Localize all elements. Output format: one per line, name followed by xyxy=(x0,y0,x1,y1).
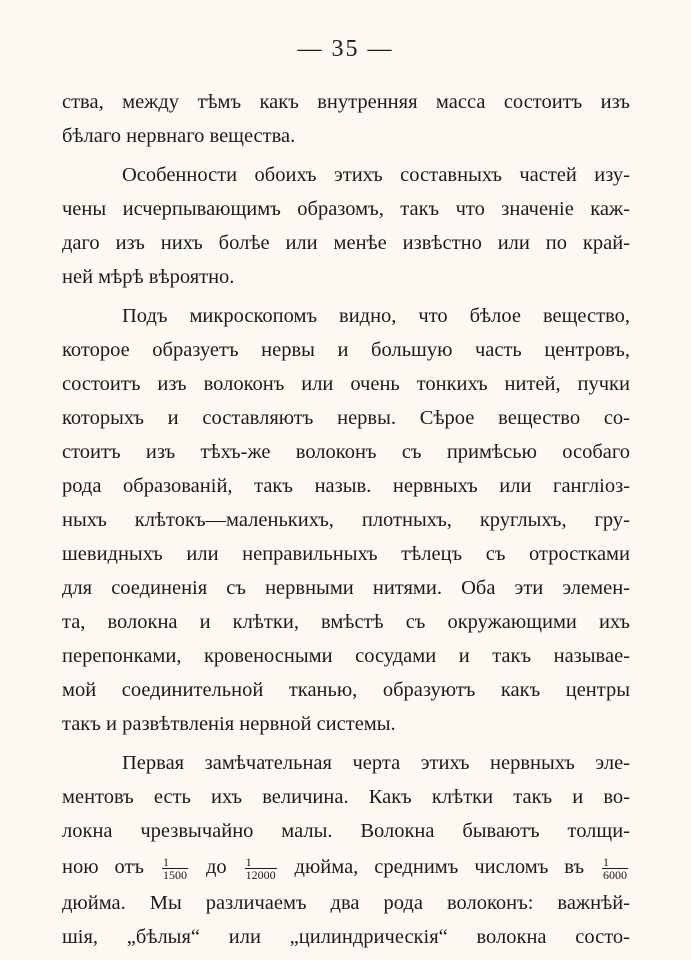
text-line: локна чрезвычайно малы. Волокна бываютъ толщи- xyxy=(62,820,630,842)
fraction xyxy=(162,856,188,881)
text-line: ныхъ клѣтокъ—маленькихъ, плотныхъ, круглыхъ, гру- xyxy=(62,509,630,531)
text-line: рода образованій, такъ назыв. нервныхъ или ганглioз- xyxy=(62,475,630,497)
text-line: ства, между тѣмъ какъ внутренняя масса состоитъ изъ xyxy=(62,91,630,113)
text-line: ней мѣрѣ вѣроятно. xyxy=(62,266,235,288)
text-line: мой соединительной тканью, образуютъ какъ центры xyxy=(62,679,630,701)
fraction-denominator: 12000 xyxy=(245,867,276,882)
fraction-denominator: 6000 xyxy=(603,867,628,882)
text-line: даго изъ нихъ болѣе или менѣе извѣстно или по край- xyxy=(62,232,630,254)
text-fragment: дюйма, среднимъ числомъ въ xyxy=(294,856,585,878)
text-line: ментовъ есть ихъ величина. Какъ клѣтки такъ и во- xyxy=(62,786,630,808)
text-fragment: до xyxy=(205,856,227,878)
text-line: чены исчерпывающимъ образомъ, такъ что значеніе каж- xyxy=(62,198,630,220)
text-line: та, волокна и клѣтки, вмѣстѣ съ окружающими ихъ xyxy=(62,611,630,633)
page-number: — 35 — xyxy=(297,36,394,62)
text-line: шія, „бѣлыя“ или „цилиндрическія“ волокна состо- xyxy=(62,926,630,948)
text-line: Подъ микроскопомъ видно, что бѣлое вещество, xyxy=(122,305,630,327)
text-line: бѣлаго нервнаго вещества. xyxy=(62,125,296,147)
fraction-text-line xyxy=(62,850,630,884)
fraction-denominator: 1500 xyxy=(162,867,187,882)
text-fragment: ною отъ xyxy=(62,856,145,878)
text-line: которое образуетъ нервы и большую часть центровъ, xyxy=(62,339,630,361)
text-line: шевидныхъ или неправильныхъ тѣлецъ съ отростками xyxy=(62,543,630,565)
text-line: для соединенія съ нервными нитями. Оба эти элемен- xyxy=(62,577,630,599)
text-line: дюйма. Мы различаемъ два рода волоконъ: важнѣй- xyxy=(62,892,630,914)
fraction-numerator: 1 xyxy=(245,856,277,869)
text-line: стоитъ изъ тѣхъ-же волоконъ съ примѣсью особаго xyxy=(62,441,630,463)
text-line: которыхъ и составляютъ нервы. Сѣрое вещество со- xyxy=(62,407,630,429)
text-line: состоитъ изъ волоконъ или очень тонкихъ нитей, пучки xyxy=(62,373,630,395)
fraction-numerator: 1 xyxy=(162,856,188,869)
fraction xyxy=(245,856,277,881)
text-line: такъ и развѣтвленія нервной системы. xyxy=(62,713,396,735)
text-line: Первая замѣчательная черта этихъ нервныхъ эле- xyxy=(122,752,630,774)
fraction-numerator: 1 xyxy=(602,856,628,869)
fraction xyxy=(602,856,628,881)
text-line: Особенности обоихъ этихъ составныхъ частей изу- xyxy=(122,164,630,186)
text-line: перепонками, кровеносными сосудами и такъ называе- xyxy=(62,645,630,667)
